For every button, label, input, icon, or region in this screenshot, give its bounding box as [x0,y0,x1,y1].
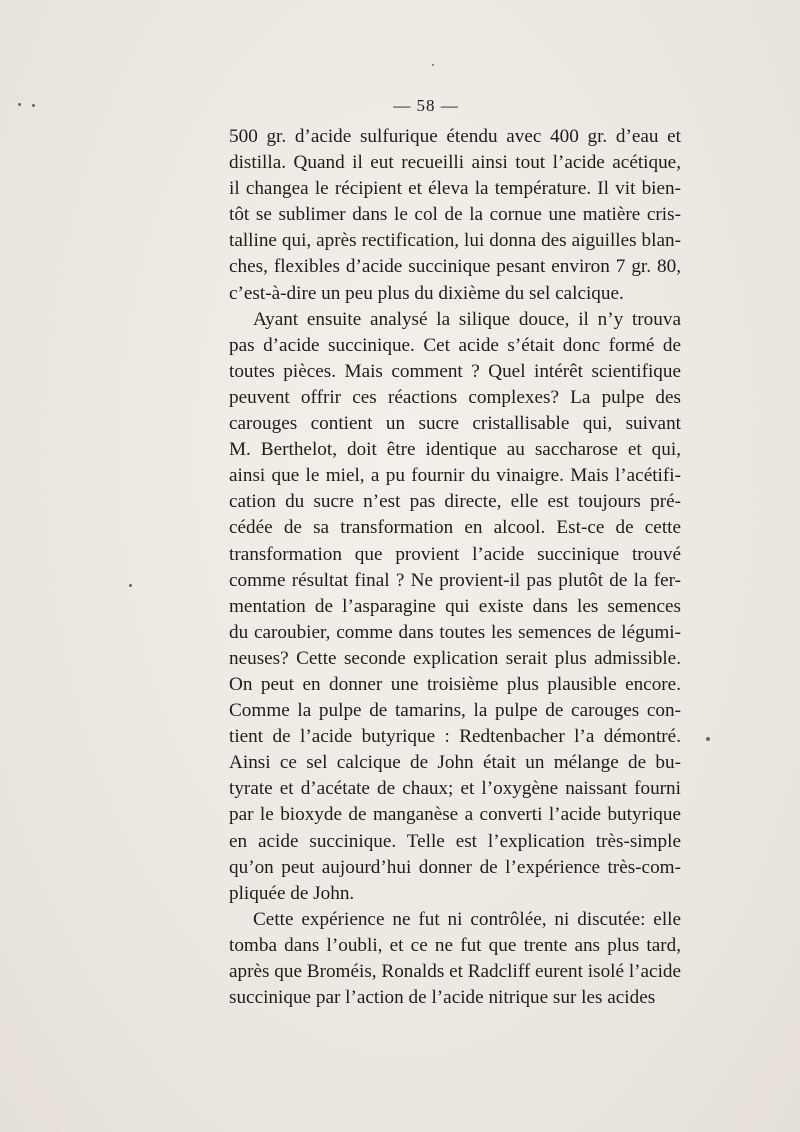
text-line: pas d’acide succinique. Cet acide s’était donc formé de [229,334,681,356]
text-line: Cette expérience ne fut ni contrôlée, ni discutée: elle [253,908,681,930]
text-line: comme résultat final ? Ne provient-il pas plutôt de la fer- [229,569,681,591]
text-line: Ayant ensuite analysé la silique douce, il n’y trouva [253,308,681,330]
text-line: du caroubier, comme dans toutes les semences de légumi- [229,621,681,643]
text-line: ainsi que le miel, a pu fournir du vinaigre. Mais l’acétifi- [229,465,681,487]
text-line: c’est-à-dire un peu plus du dixième du sel calcique. [229,282,624,304]
text-line: pliquée de John. [229,882,355,904]
text-line: toutes pièces. Mais comment ? Quel intérêt scientifique [229,360,681,382]
text-line: Comme la pulpe de tamarins, la pulpe de carouges con- [229,700,681,722]
page-number: — 58 — [393,96,459,115]
text-line: distilla. Quand il eut recueilli ainsi tout l’acide acétique, [229,152,681,174]
text-line: par le bioxyde de manganèse a converti l’acide butyrique [229,804,681,826]
text-line: qu’on peut aujourd’hui donner de l’expérience très-com- [229,856,681,878]
margin-speck [706,737,710,741]
text-line: succinique par l’action de l’acide nitrique sur les acides [229,987,656,1009]
text-line: talline qui, après rectification, lui donna des aiguilles blan- [229,230,681,252]
text-line: tyrate et d’acétate de chaux; et l’oxygène naissant fourni [229,778,681,800]
body-text [229,124,681,1011]
text-line: Ainsi ce sel calcique de John était un mélange de bu- [229,752,681,774]
text-line: M. Berthelot, doit être identique au saccharose et qui, [229,439,681,461]
text-line: tient de l’acide butyrique : Redtenbacher l’a démontré. [229,726,681,748]
text-line: peuvent offrir ces réactions complexes? La pulpe des [229,386,681,408]
text-line: On peut en donner une troisième plus plausible encore. [229,673,681,695]
text-line: mentation de l’asparagine qui existe dans les semences [229,595,681,617]
text-line: cation du sucre n’est pas directe, elle est toujours pré- [229,491,681,513]
margin-speck [129,584,132,587]
text-line: carouges contient un sucre cristallisable qui, suivant [229,413,681,435]
text-line: tomba dans l’oubli, et ce ne fut que trente ans plus tard, [229,934,681,956]
text-line: après que Broméis, Ronalds et Radcliff eurent isolé l’acide [229,961,682,982]
text-line: tôt se sublimer dans le col de la cornue une matière cris- [229,204,681,226]
text-line: 500 gr. d’acide sulfurique étendu avec 400 gr. d’eau et [229,126,681,147]
text-line: ches, flexibles d’acide succinique pesant environ 7 gr. 80, [229,256,681,278]
margin-speck [18,103,21,106]
text-line: en acide succinique. Telle est l’explication très-simple [229,830,681,852]
margin-speck [432,64,434,66]
text-line: cédée de sa transformation en alcool. Est-ce de cette [229,517,681,539]
text-line: il changea le récipient et éleva la température. Il vit bien- [229,178,681,200]
text-line: transformation que provient l’acide succinique trouvé [229,543,681,565]
text-line: neuses? Cette seconde explication serait plus admissible. [229,647,681,669]
